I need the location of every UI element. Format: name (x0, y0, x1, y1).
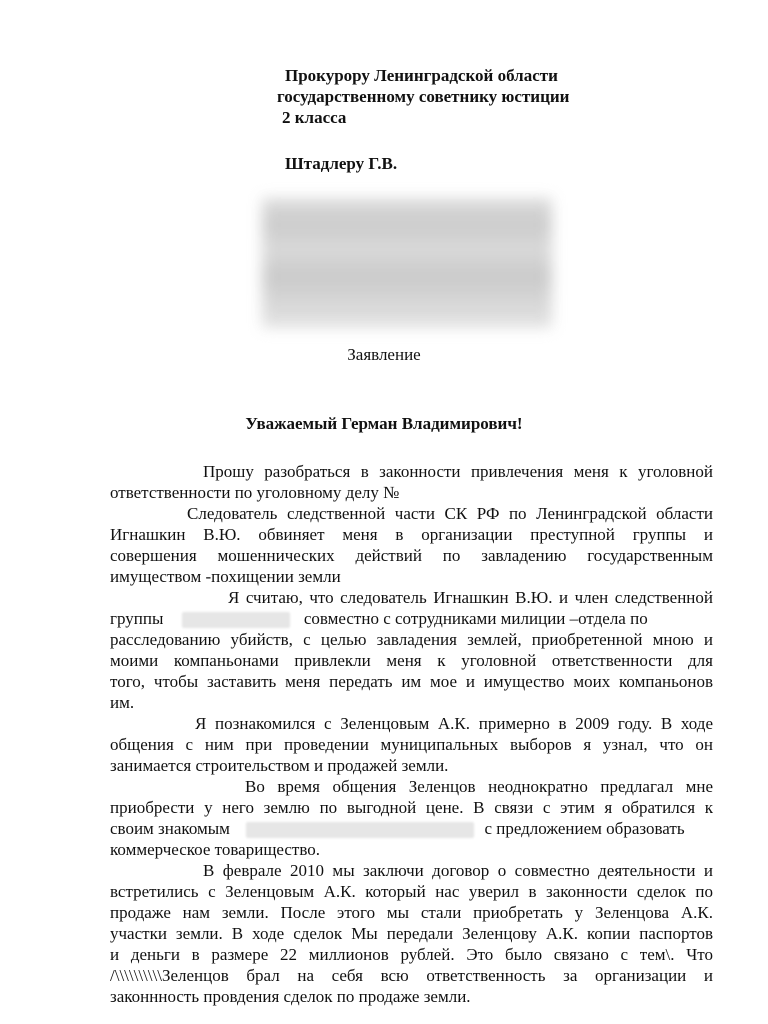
redaction-box (246, 822, 474, 838)
body-line: Во время общения Зеленцов неоднократно предлагал мне (245, 777, 713, 796)
body-line-with-redaction (110, 609, 713, 629)
body-line: Я считаю, что следователь Игнашкин В.Ю. и член следственной (228, 588, 713, 607)
addressee-line-1: Прокурору Ленинградской области (285, 66, 558, 85)
body-line: законнность провдения сделок по продаже земли. (110, 987, 471, 1006)
body-text: группы (110, 609, 164, 628)
body-line: коммерческое товарищество. (110, 840, 321, 859)
body-line: того, чтобы заставить меня передать им мое и имущество моих компаньонов (110, 672, 713, 691)
body-line: встретились с Зеленцовым А.К. который нас уверил в законности сделок по (110, 882, 713, 901)
body-line: Игнашкин В.Ю. обвиняет меня в организации преступной группы и (110, 525, 713, 544)
greeting: Уважаемый Герман Владимирович! (245, 414, 523, 433)
body-line: участки земли. В ходе сделок Мы передали Зеленцову А.К. копии паспортов (110, 924, 713, 943)
body-line: приобрести у него землю по выгодной цене. В связи с этим я обратился к (110, 798, 713, 817)
body-line: расследованию убийств, с целью завладения землей, приобретенной мною и (110, 630, 713, 649)
addressee-name: Штадлеру Г.В. (285, 154, 398, 173)
redaction-box (182, 612, 290, 628)
body-text: с предложением образовать (484, 819, 685, 838)
body-line: Следователь следственной части СК РФ по Ленинградской области (187, 504, 713, 523)
body-line: продаже нам земли. После этого мы стали приобретать у Зеленцова А.К. (110, 903, 713, 922)
body-line: имуществом -похищении земли (110, 567, 341, 586)
body-line: В феврале 2010 мы заключи договор о совместно деятельности и (203, 861, 713, 880)
document-title: Заявление (347, 345, 421, 364)
body-line: моими компаньонами привлекли меня к уголовной ответственности для (110, 651, 713, 670)
body-text: своим знакомым (110, 819, 230, 838)
body-line: им. (110, 693, 135, 712)
body-line: Прошу разобраться в законности привлечения меня к уголовной (203, 462, 713, 481)
body-text: совместно с сотрудниками милиции –отдела по (303, 609, 648, 628)
body-line: /\\\\\\\\\\Зеленцов брал на себя всю ответственность за организации и (110, 966, 713, 985)
body-line-with-redaction (110, 819, 713, 839)
body-line: совершения мошеннических действий по завладению государственным (110, 546, 713, 565)
body-line: и деньги в размере 22 миллионов рублей. Это было связано с тем\. Что (110, 945, 713, 964)
body-line: Я познакомился с Зеленцовым А.К. примерно в 2009 году. В ходе (195, 714, 713, 733)
addressee-line-3: 2 класса (282, 108, 347, 127)
body-line: занимается строительством и продажей земли. (110, 756, 449, 775)
addressee-line-2: государственному советнику юстиции (277, 87, 570, 106)
body-line: общения с ним при проведении муниципальных выборов я узнал, что он (110, 735, 713, 754)
body-line: ответственности по уголовному делу № (110, 483, 400, 502)
redacted-sender-block (262, 198, 552, 328)
